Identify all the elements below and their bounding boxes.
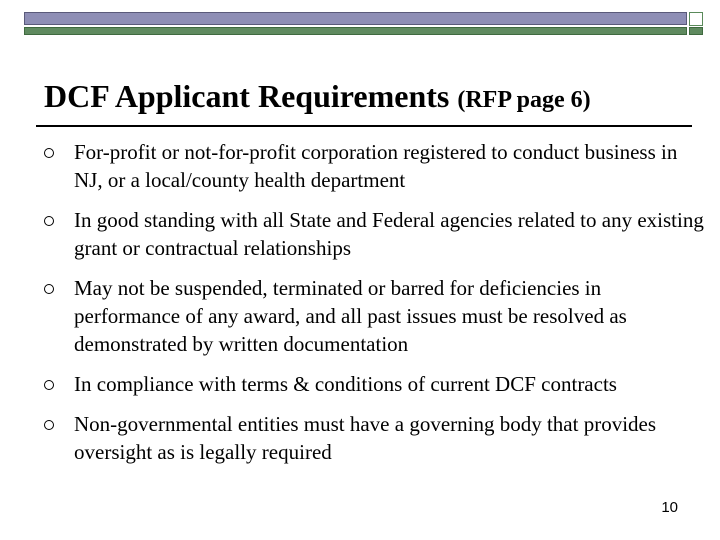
hollow-circle-icon <box>44 216 54 226</box>
list-item <box>44 370 704 398</box>
list-item-text: Non-governmental entities must have a governing body that provides oversight as is legally required <box>74 412 657 464</box>
list-item <box>44 206 704 262</box>
header-bar-top <box>24 12 687 25</box>
hollow-circle-icon <box>44 148 54 158</box>
list-item-text: In compliance with terms & conditions of current DCF contracts <box>74 372 617 396</box>
hollow-circle-icon <box>44 420 54 430</box>
list-item-text: May not be suspended, terminated or barred for deficiencies in performance of any award, and all past issues must be resolved as demonstrated by written documentation <box>74 276 627 356</box>
hollow-circle-icon <box>44 380 54 390</box>
header-bar-bottom <box>24 27 687 35</box>
requirements-list <box>44 138 704 478</box>
page-number: 10 <box>661 499 678 516</box>
list-item <box>44 138 704 194</box>
list-item <box>44 410 704 466</box>
header-square-bottom <box>689 27 703 35</box>
slide-title <box>44 74 591 122</box>
list-item <box>44 274 704 358</box>
slide-title-sub: (RFP page 6) <box>457 87 591 113</box>
hollow-circle-icon <box>44 284 54 294</box>
header-square-top <box>689 12 703 26</box>
list-item-text: In good standing with all State and Federal agencies related to any existing grant or contractual relationships <box>74 208 704 260</box>
list-item-text: For-profit or not-for-profit corporation registered to conduct business in NJ, or a local/county health department <box>74 140 678 192</box>
title-divider <box>36 125 692 127</box>
slide-title-main: DCF Applicant Requirements <box>44 78 450 114</box>
